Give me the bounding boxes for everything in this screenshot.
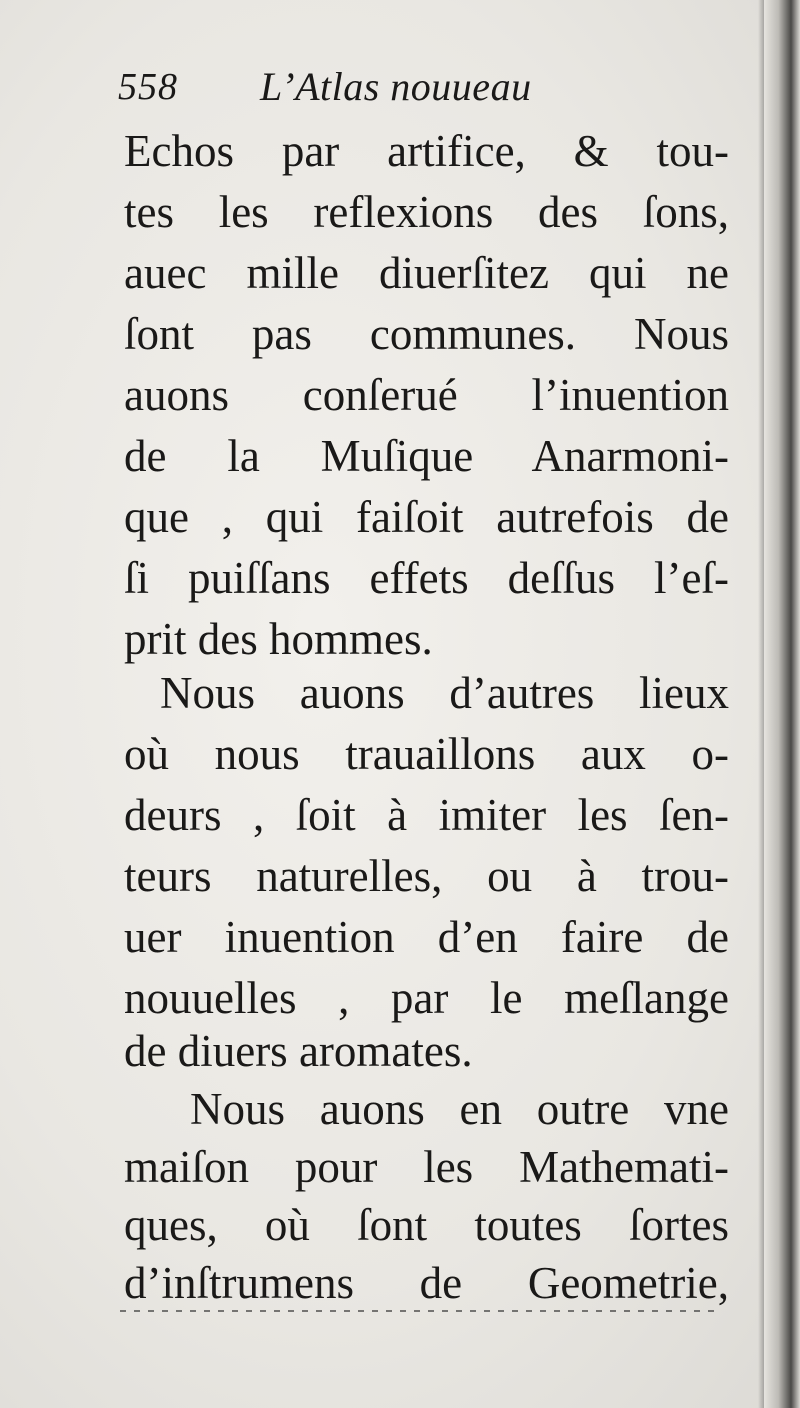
text-line-11: où nous trauaillons aux o- [124,729,729,779]
page-edge [764,0,800,1408]
text-line-13: teurs naturelles, ou à trou- [124,851,729,901]
text-line-14: uer inuention d’en faire de [124,912,729,962]
text-line-6: de la Muſique Anarmoni- [124,431,729,481]
text-line-20: d’inſtrumens de Geometrie, [124,1258,729,1308]
page-number: 558 [118,66,178,108]
text-line-9: prit des hommes. [124,614,433,664]
text-line-2: tes les reflexions des ſons, [124,187,729,237]
page-header [118,62,718,112]
text-line-8: ſi puiſſans effets deſſus l’eſ- [124,553,729,603]
text-line-17: Nous auons en outre vne [190,1084,729,1134]
text-line-1: Echos par artifice, & tou- [124,126,729,176]
running-title: L’Atlas nouueau [260,64,532,109]
text-line-7: que , qui faiſoit autrefois de [124,492,729,542]
text-line-15: nouuelles , par le meſlange [124,973,729,1023]
text-line-16: de diuers aromates. [124,1026,473,1076]
text-line-10: Nous auons d’autres lieux [160,668,729,718]
text-line-4: ſont pas communes. Nous [124,309,729,359]
text-line-18: maiſon pour les Mathemati- [124,1142,729,1192]
text-line-19: ques, où ſont toutes ſortes [124,1200,729,1250]
bottom-rule [120,1310,720,1312]
text-line-3: auec mille diuerſitez qui ne [124,248,729,298]
text-line-5: auons conſerué l’inuention [124,370,729,420]
text-line-12: deurs , ſoit à imiter les ſen- [124,790,729,840]
